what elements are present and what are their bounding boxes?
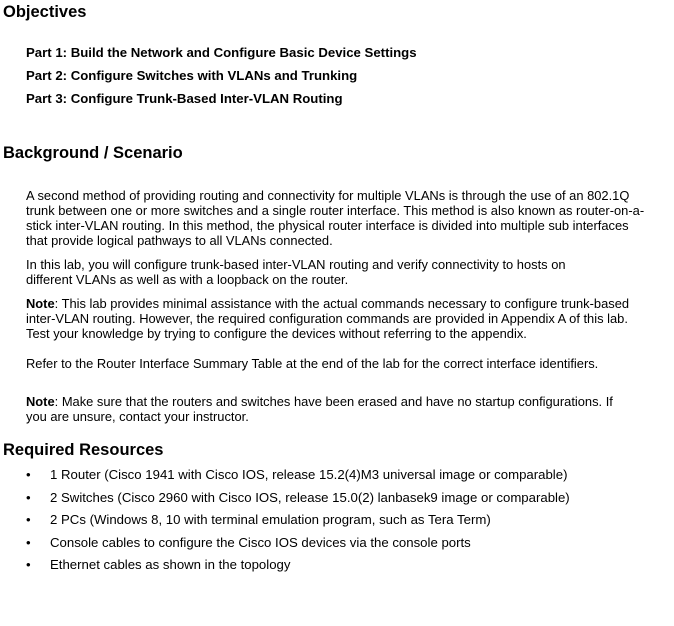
background-paragraph-1 xyxy=(26,188,671,248)
text-line: A second method of providing routing and connectivity for multiple VLANs is through the use of an 802.1Q xyxy=(26,188,630,203)
objective-part-3: Part 3: Configure Trunk-Based Inter-VLAN Routing xyxy=(26,91,343,106)
objective-part-2: Part 2: Configure Switches with VLANs and Trunking xyxy=(26,68,358,83)
text-line: inter-VLAN routing. However, the required configuration commands are provided in Appendix A of this lab. xyxy=(26,311,628,326)
text-line: stick inter-VLAN routing. In this method, the physical router interface is divided into multiple sub interfaces xyxy=(26,218,629,233)
objective-part-1: Part 1: Build the Network and Configure Basic Device Settings xyxy=(26,45,417,60)
resource-text: Ethernet cables as shown in the topology xyxy=(50,557,291,572)
bullet-icon: • xyxy=(26,490,31,505)
bullet-icon: • xyxy=(26,535,31,550)
text-line: you are unsure, contact your instructor. xyxy=(26,409,249,424)
background-paragraph-3 xyxy=(26,356,671,371)
note-text: : Make sure that the routers and switches have been erased and have no startup configurations. If xyxy=(54,394,613,409)
bullet-icon: • xyxy=(26,557,31,572)
text-line: Test your knowledge by trying to configure the devices without referring to the appendix. xyxy=(26,326,527,341)
resource-text: 2 PCs (Windows 8, 10 with terminal emulation program, such as Tera Term) xyxy=(50,512,491,527)
resource-text: 2 Switches (Cisco 2960 with Cisco IOS, release 15.0(2) lanbasek9 image or comparable) xyxy=(50,490,570,505)
note-label: Note xyxy=(26,394,55,409)
note-text: : This lab provides minimal assistance with the actual commands necessary to configure trunk-based xyxy=(54,296,630,311)
note-paragraph-2 xyxy=(26,394,671,424)
note-label: Note xyxy=(26,296,55,311)
bullet-icon: • xyxy=(26,467,31,482)
text-line xyxy=(26,296,671,311)
text-line: In this lab, you will configure trunk-based inter-VLAN routing and verify connectivity to hosts on xyxy=(26,257,566,272)
background-paragraph-2 xyxy=(26,257,671,287)
resources-heading: Required Resources xyxy=(3,441,164,459)
text-line xyxy=(26,394,671,409)
objectives-heading: Objectives xyxy=(3,3,87,21)
text-line: trunk between one or more switches and a single router interface. This method is also known as router-on-a- xyxy=(26,203,645,218)
text-line: different VLANs as well as with a loopback on the router. xyxy=(26,272,349,287)
bullet-icon: • xyxy=(26,512,31,527)
text-line: that provide logical pathways to all VLANs connected. xyxy=(26,233,333,248)
background-heading: Background / Scenario xyxy=(3,144,183,162)
resource-text: 1 Router (Cisco 1941 with Cisco IOS, release 15.2(4)M3 universal image or comparable) xyxy=(50,467,568,482)
note-paragraph-1 xyxy=(26,296,671,341)
resource-text: Console cables to configure the Cisco IOS devices via the console ports xyxy=(50,535,471,550)
text-line: Refer to the Router Interface Summary Table at the end of the lab for the correct interface identifiers. xyxy=(26,356,599,371)
